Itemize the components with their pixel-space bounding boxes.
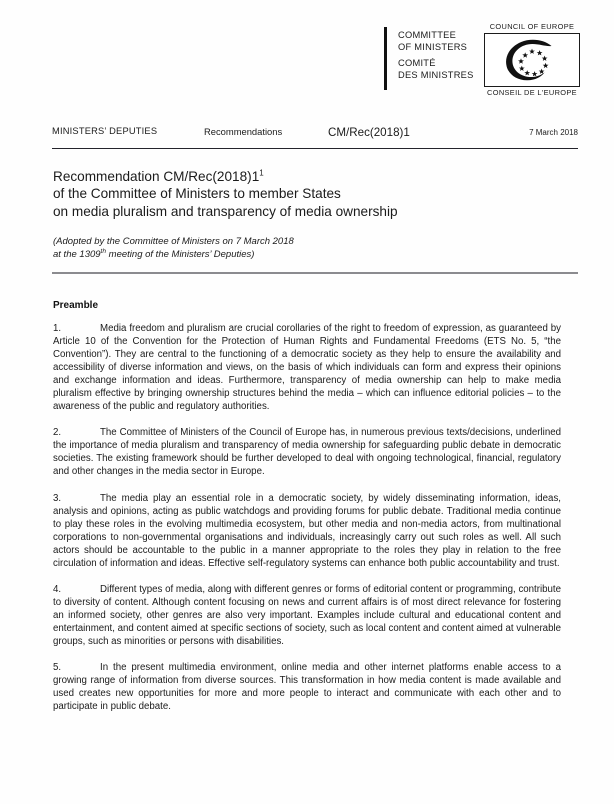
paragraph-text: In the present multimedia environment, online media and other internet platforms enable access to a growing range of information from diverse sources. This transformation in how media content is made available and used creates new opportunities for more and more people to interact and communicate with each other and to participate in public debate. [53,662,561,713]
paragraph-text: Different types of media, along with different genres or forms of editorial content or programming, contribute to diversity of content. Although content focusing on news and current affairs is of most direct relevance for fostering an informed society, other genres are also very important. Examples include cultural and educational content and entertainment, and content aimed at specific sections of society, such as local content and content aimed at vulnerable groups, such as minorities or persons with disabilities. [53,583,561,647]
paragraph-number: 2. [53,427,62,439]
committee-en-line2: OF MINISTERS [398,41,468,52]
header-date: 7 March 2018 [529,128,578,137]
adoption-note-line-1: (Adopted by the Committee of Ministers on 7 March 2018 [53,236,294,247]
header-document-code: CM/Rec(2018)1 [328,126,410,139]
preamble-heading: Preamble [53,300,99,311]
coe-caption-bottom: CONSEIL DE L'EUROPE [487,88,577,97]
title-line-1-text: Recommendation CM/Rec(2018)1 [53,169,260,184]
paragraph [53,583,561,648]
title-line-1 [53,168,553,185]
header-document-kind: Recommendations [204,126,283,137]
title-divider-rule [52,272,578,274]
paragraph-number: 3. [53,492,62,504]
paragraph-text: Media freedom and pluralism are crucial corollaries of the right to freedom of expression, as guaranteed by Article 10 of the Convention for the Protection of Human Rights and Fundamental Freedoms (ETS No. 5, “the Convention”). They are central to the functioning of a democratic society as they help to ensure the availability and accessibility of diverse information and views, on the basis of which individuals can form and express their opinions and exchange information and ideas. Furthermore, transparency of media ownership can help to make media pluralism effective by bringing ownership structures behind the media – which can influence editorial policies – to the awareness of the public and regulatory authorities. [53,323,561,413]
paragraph [53,322,561,413]
document-title [53,168,553,220]
council-of-europe-logo [484,22,580,98]
coe-caption-top: COUNCIL OF EUROPE [489,22,575,31]
committee-en-line1: COMMITTEE [398,30,457,40]
meeting-number-suffix: meeting of the Ministers’ Deputies) [106,248,255,260]
committee-fr-line1: COMITÉ [398,58,436,69]
coe-emblem-box [484,33,580,87]
coe-stars [518,49,548,77]
paragraph [53,426,561,478]
header-divider-rule [52,148,578,149]
title-line-2: of the Committee of Ministers to member States [53,186,341,202]
body-copy [53,322,561,726]
title-footnote-marker: 1 [259,168,264,178]
paragraph-text: The Committee of Ministers of the Council of Europe has, in numerous previous texts/decisions, underlined the importance of media pluralism and transparency of media ownership for safeguarding public debate in democratic societies. The existing framework should be further developed to deal with ongoing technological, financial, regulatory and other changes in the media sector in Europe. [53,427,561,478]
paragraph-number: 5. [53,662,62,674]
paragraph-number: 1. [53,323,62,334]
header-ministers-deputies: MINISTERS’ DEPUTIES [52,126,158,136]
committee-fr-line2: DES MINISTRES [398,69,474,80]
paragraph [53,661,561,713]
adoption-note [53,236,533,261]
document-header-row [52,126,578,140]
paragraph-text: The media play an essential role in a democratic society, by widely disseminating information, ideas, analysis and opinions, acting as public watchdogs and providing forums for public debate. Traditional media continue to play these roles in the evolving multimedia ecosystem, but other media and non-media actors, from multinational corporations to non-governmental organisations and individuals, increasingly carry out such roles as well. All such actors should be accountable to the public in a manner appropriate to the roles they play in relation to the free circulation of information and ideas. Effective self-regulatory systems can enhance both public accountability and trust. [53,492,561,569]
coe-emblem-icon [496,37,568,83]
meeting-ordinal-suffix: th [100,247,107,255]
paragraph-number: 4. [53,583,62,595]
committee-of-ministers-logo [384,27,474,90]
adoption-note-line-2 [53,249,533,262]
vertical-bar-divider [384,27,387,90]
meeting-number-prefix: at the 1309 [53,248,101,260]
masthead [384,22,580,96]
paragraph [53,492,561,570]
title-line-3: on media pluralism and transparency of media ownership [53,203,398,219]
committee-of-ministers-label [398,27,474,81]
